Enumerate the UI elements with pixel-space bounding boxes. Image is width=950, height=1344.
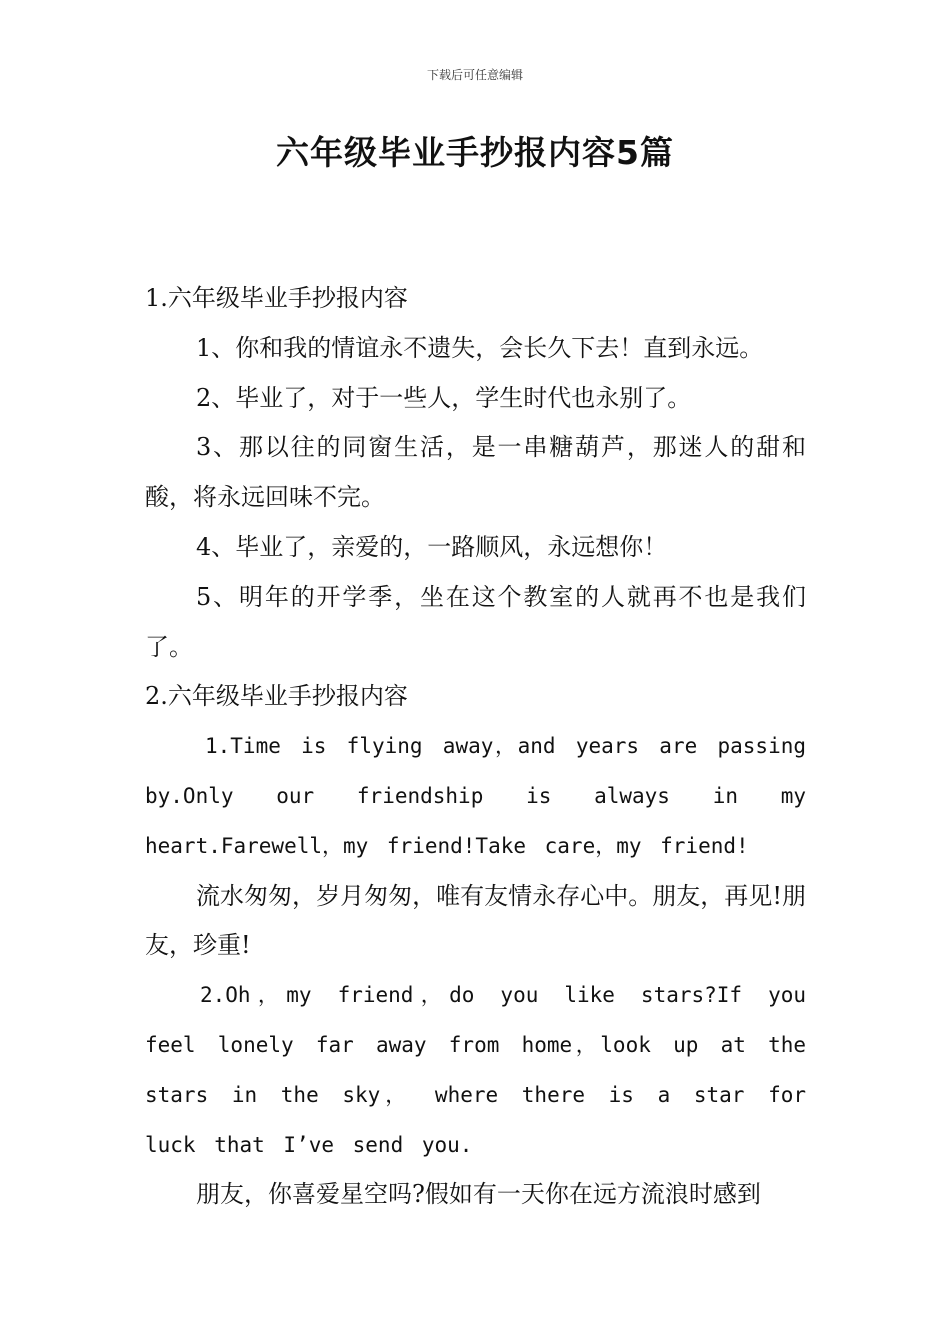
- paragraph: 3、那以往的同窗生活，是一串糖葫芦，那迷人的甜和酸，将永远回味不完。: [145, 433, 806, 512]
- paragraph: 朋友，你喜爱星空吗?假如有一天你在远方流浪时感到: [196, 1180, 761, 1209]
- document-body: [145, 274, 806, 1220]
- paragraph: 2、毕业了，对于一些人，学生时代也永别了。: [196, 383, 692, 412]
- section-heading: 1.六年级毕业手抄报内容: [145, 284, 408, 312]
- header-note: 下载后可任意编辑: [426, 68, 523, 82]
- paragraph-english: 2.Oh，my friend，do you like stars?If you feel lonely far away from home，look up at the stars in the sky， where there is a star for luck that I’ve send you.: [145, 983, 806, 1157]
- section-heading: 2.六年级毕业手抄报内容: [145, 682, 408, 711]
- paragraph-english: 1.Time is flying away，and years are passing by.Only our friendship is always in my heart.Farewell，my friend!Take care，my friend!: [145, 734, 806, 858]
- paragraph: 流水匆匆，岁月匆匆，唯有友情永存心中。朋友，再见!朋友，珍重!: [145, 881, 806, 960]
- paragraph: 4、毕业了，亲爱的，一路顺风，永远想你！: [196, 532, 668, 561]
- paragraph: 5、明年的开学季，坐在这个教室的人就再不也是我们了。: [145, 582, 806, 661]
- document-title: 六年级毕业手抄报内容5篇: [276, 133, 674, 172]
- paragraph: 1、你和我的情谊永不遗失，会长久下去！直到永远。: [196, 333, 764, 362]
